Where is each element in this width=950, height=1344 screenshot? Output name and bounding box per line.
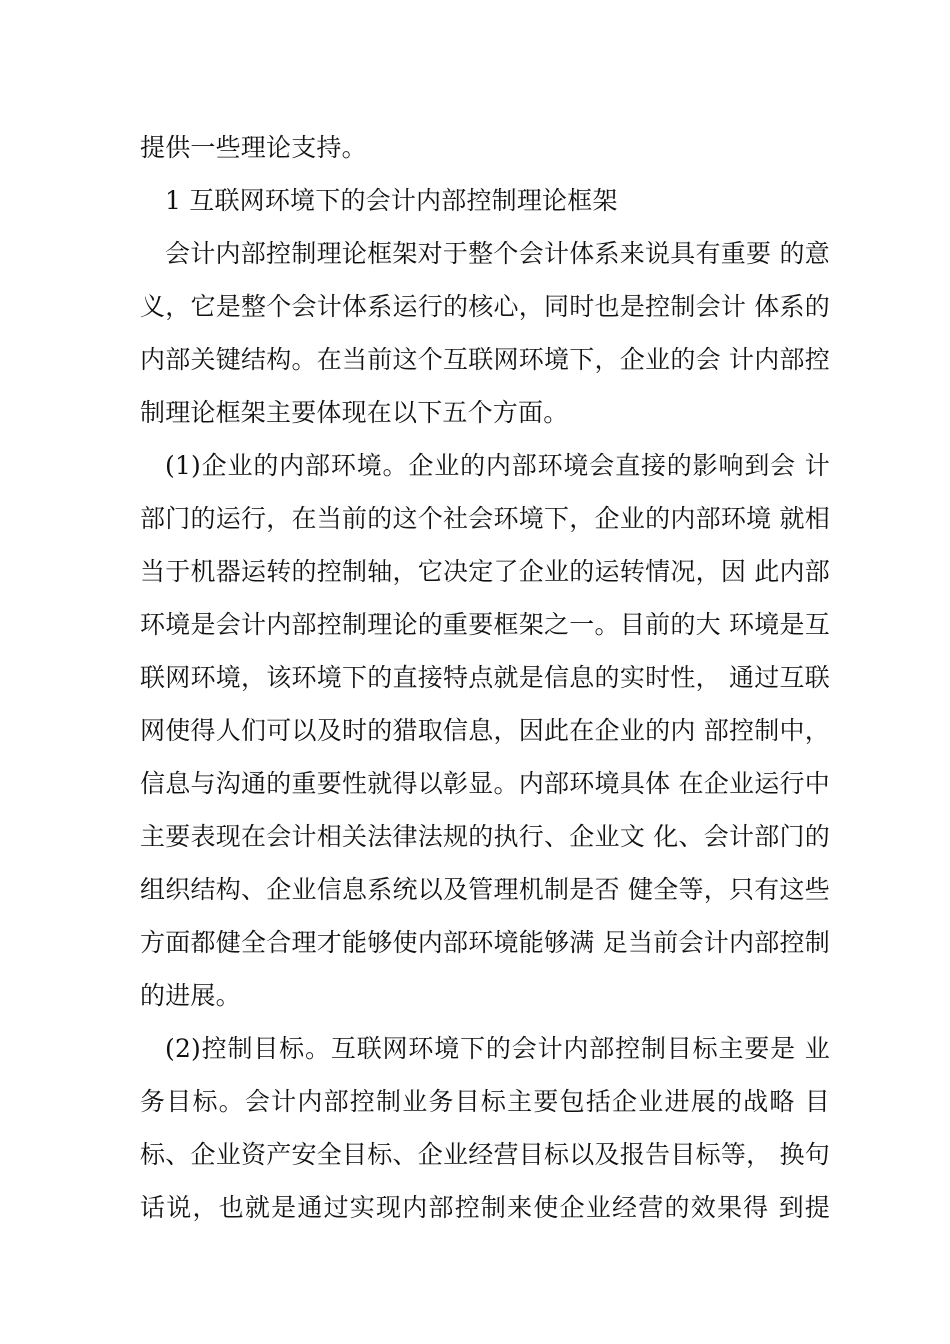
text-line-6: 制理论框架主要体现在以下五个方面。 xyxy=(140,398,569,427)
text-line-9: 当于机器运转的控制轴，它决定了企业的运转情况，因 此内部 xyxy=(140,557,830,586)
text-line-19: 务目标。会计内部控制业务目标主要包括企业进展的战略 目 xyxy=(140,1087,830,1116)
text-line-20: 标、企业资产安全目标、企业经营目标以及报告目标等， 换句 xyxy=(140,1140,830,1169)
text-line-16: 方面都健全合理才能够使内部环境能够满 足当前会计内部控制 xyxy=(140,928,830,957)
text-line-13: 信息与沟通的重要性就得以彰显。内部环境具体 在企业运行中 xyxy=(140,769,830,798)
section-heading: 1 互联网环境下的会计内部控制理论框架 xyxy=(165,186,618,215)
text-line-11: 联网环境，该环境下的直接特点就是信息的实时性， 通过互联 xyxy=(140,663,830,692)
text-line-10: 环境是会计内部控制理论的重要框架之一。目前的大 环境是互 xyxy=(140,610,830,639)
text-line-3: 会计内部控制理论框架对于整个会计体系来说具有重要 的意 xyxy=(165,239,830,268)
text-line-21: 话说，也就是通过实现内部控制来使企业经营的效果得 到提 xyxy=(140,1193,830,1222)
text-line-7: (1)企业的内部环境。企业的内部环境会直接的影响到会 计 xyxy=(165,451,830,480)
text-line-5: 内部关键结构。在当前这个互联网环境下，企业的会 计内部控 xyxy=(140,345,830,374)
text-line-8: 部门的运行，在当前的这个社会环境下，企业的内部环境 就相 xyxy=(140,504,830,533)
text-line-18: (2)控制目标。互联网环境下的会计内部控制目标主要是 业 xyxy=(165,1034,830,1063)
text-line-12: 网使得人们可以及时的猎取信息，因此在企业的内 部控制中， xyxy=(140,716,830,745)
text-line-4: 义，它是整个会计体系运行的核心，同时也是控制会计 体系的 xyxy=(140,292,830,321)
text-line-17: 的进展。 xyxy=(140,981,241,1010)
text-line-1: 提供一些理论支持。 xyxy=(140,133,367,162)
text-line-14: 主要表现在会计相关法律法规的执行、企业文 化、会计部门的 xyxy=(140,822,830,851)
text-line-15: 组织结构、企业信息系统以及管理机制是否 健全等，只有这些 xyxy=(140,875,830,904)
